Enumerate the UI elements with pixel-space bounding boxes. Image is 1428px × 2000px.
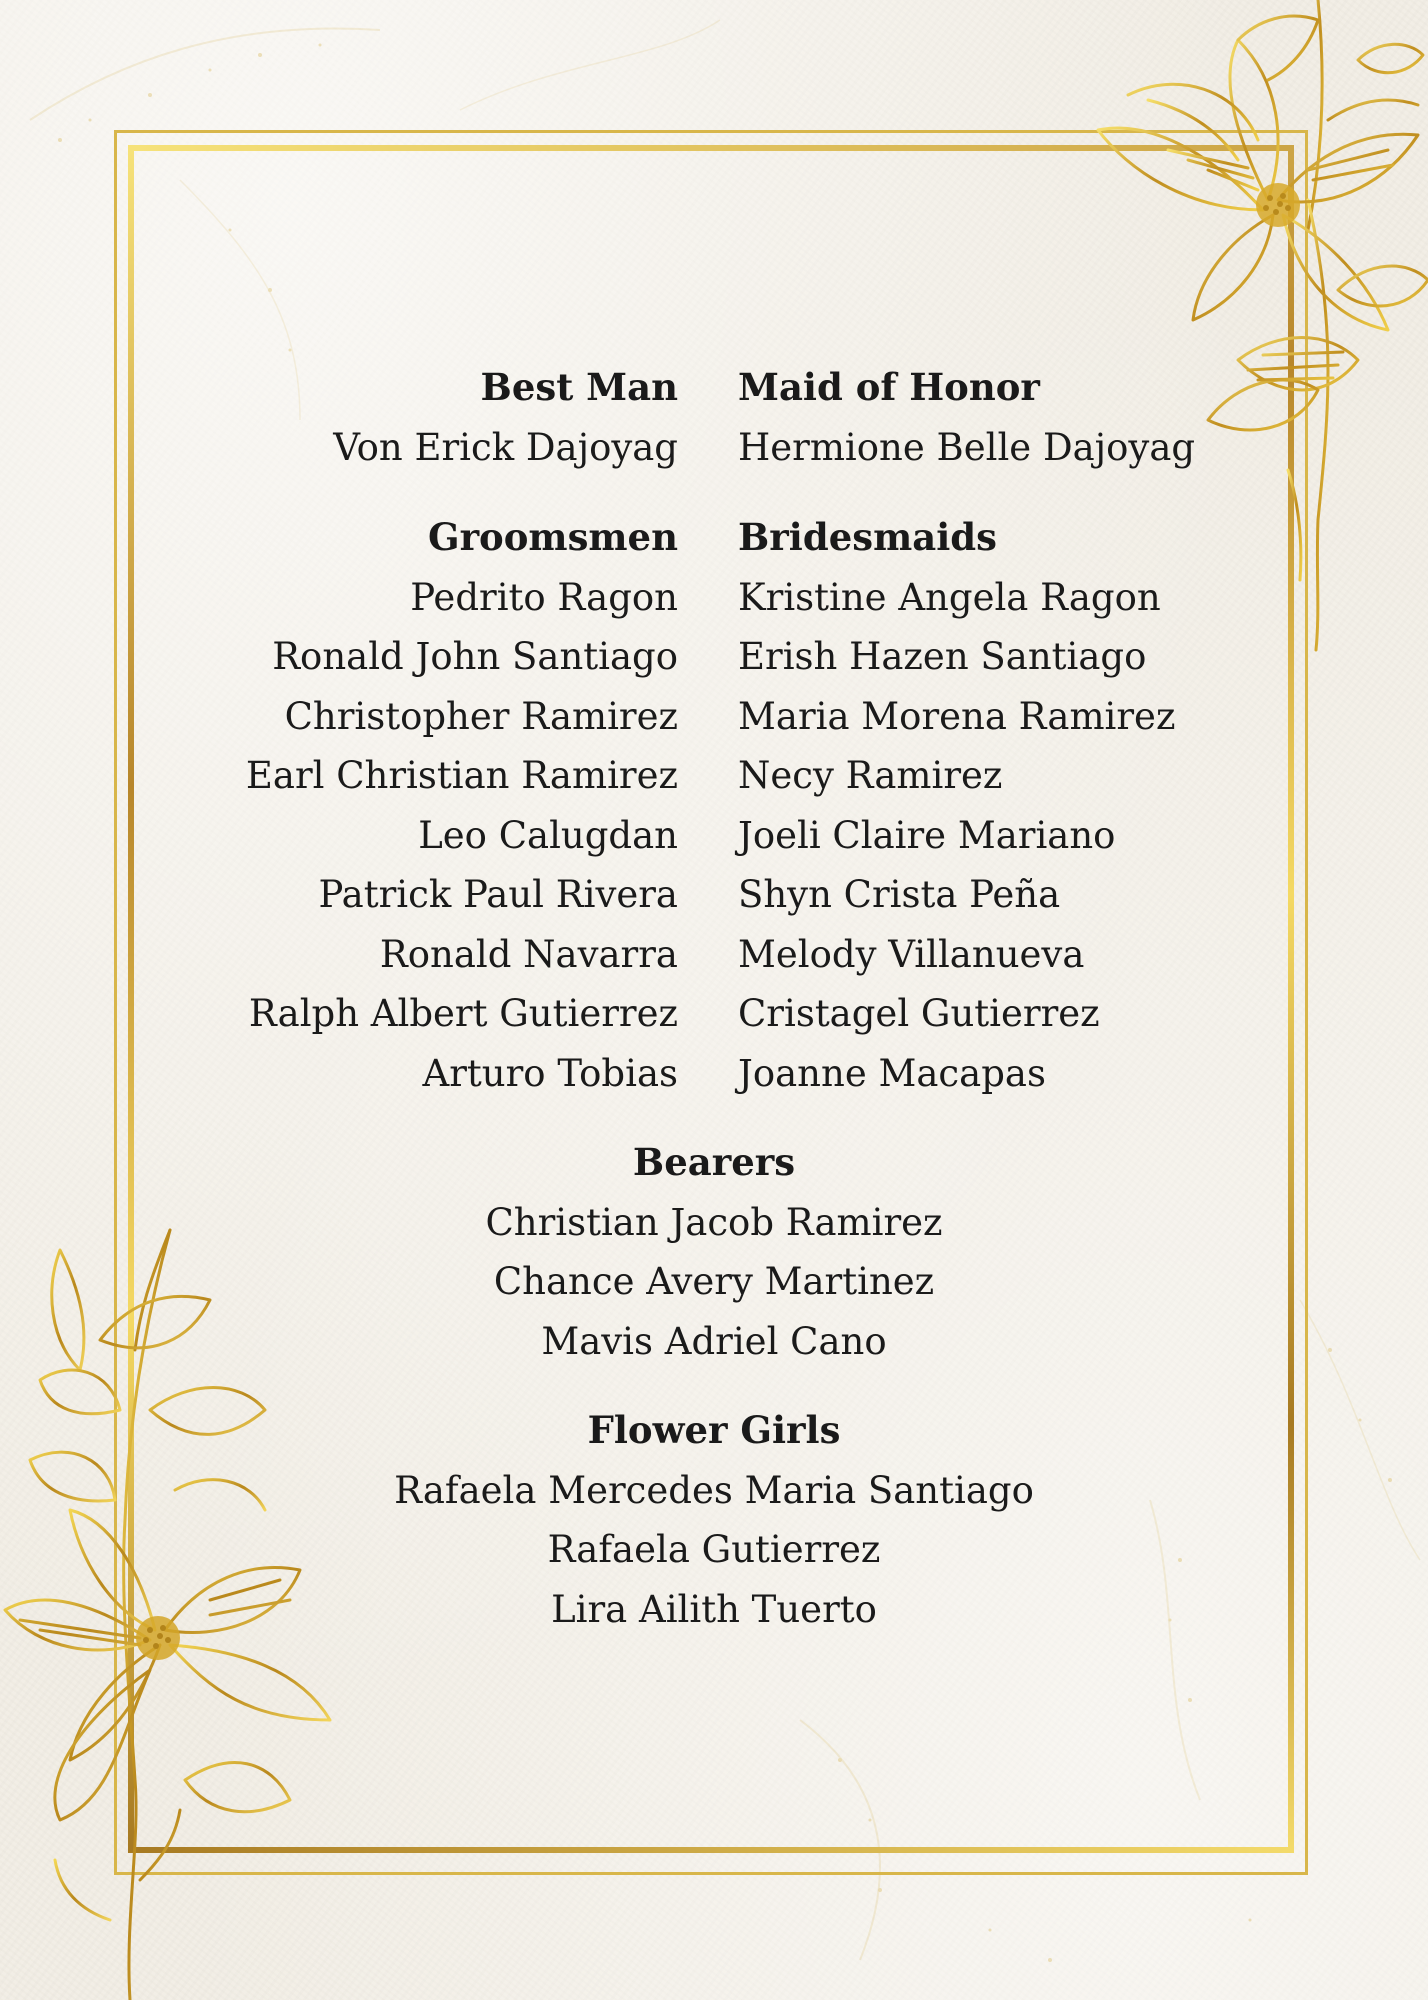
bridesmaid-name: Shyn Crista Peña: [738, 873, 1061, 916]
bridesmaid-name: Necy Ramirez: [738, 754, 1003, 797]
bride-side-column: [738, 358, 1298, 1103]
flower-girls-section: [214, 1401, 1214, 1639]
bearer-name: Chance Avery Martinez: [493, 1260, 935, 1303]
groomsman-name: Ronald Navarra: [379, 932, 678, 976]
flower-girl-name: Rafaela Mercedes Maria Santiago: [394, 1468, 1034, 1512]
best-man-name: Von Erick Dajoyag: [333, 425, 678, 469]
groomsman-name: Ralph Albert Gutierrez: [248, 992, 678, 1035]
groomsman-name: Patrick Paul Rivera: [318, 873, 678, 916]
bridesmaids-heading: Bridesmaids: [738, 515, 997, 559]
bridesmaid-name: Joanne Macapas: [738, 1051, 1046, 1095]
flower-girls-heading: Flower Girls: [587, 1408, 841, 1452]
bearers-section: [214, 1133, 1214, 1371]
bearer-name: Christian Jacob Ramirez: [485, 1200, 943, 1244]
groomsman-name: Pedrito Ragon: [410, 575, 678, 619]
maid-of-honor-name: Hermione Belle Dajoyag: [738, 425, 1196, 469]
groomsman-name: Earl Christian Ramirez: [245, 754, 678, 797]
groomsman-name: Ronald John Santiago: [272, 635, 678, 678]
groomsman-name: Arturo Tobias: [422, 1051, 678, 1095]
groomsmen-heading: Groomsmen: [427, 515, 678, 559]
bridesmaid-name: Kristine Angela Ragon: [738, 575, 1161, 619]
groom-side-column: [118, 358, 678, 1103]
bridesmaid-name: Maria Morena Ramirez: [738, 694, 1176, 738]
best-man-heading: Best Man: [480, 365, 678, 409]
maid-of-honor-heading: Maid of Honor: [738, 365, 1040, 409]
bridesmaid-name: Melody Villanueva: [738, 932, 1085, 976]
bridesmaid-name: Cristagel Gutierrez: [738, 992, 1100, 1035]
flower-girl-name: Lira Ailith Tuerto: [551, 1587, 877, 1631]
groomsman-name: Leo Calugdan: [418, 813, 678, 857]
bridesmaid-name: Erish Hazen Santiago: [738, 635, 1147, 678]
bridesmaid-name: Joeli Claire Mariano: [738, 813, 1116, 857]
bearers-heading: Bearers: [632, 1140, 796, 1184]
groomsman-name: Christopher Ramirez: [284, 694, 678, 738]
flower-girl-name: Rafaela Gutierrez: [547, 1528, 881, 1571]
bearer-name: Mavis Adriel Cano: [541, 1319, 887, 1363]
